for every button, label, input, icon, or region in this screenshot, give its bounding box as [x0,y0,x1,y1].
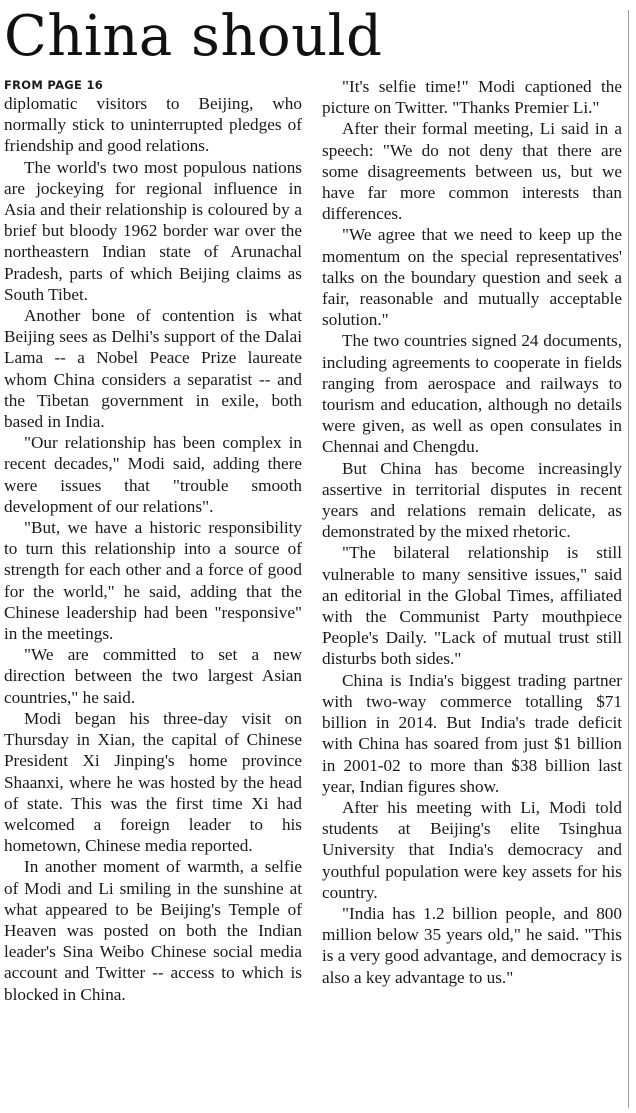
paragraph: In another moment of warmth, a selfie of Modi and Li smiling in the sunshine at what appeared to be Beijing's Temple of Heaven was posted on both the Indian leader's Sina Weibo Chinese social media account and Twitter -- access to which is blocked in China. [4,857,302,1004]
paragraph: But China has become increasingly assertive in territorial disputes in recent years and relations remain delicate, as demonstrated by the mixed rhetoric. [322,458,622,542]
paragraph: "India has 1.2 billion people, and 800 million below 35 years old," he said. "This is a very good advantage, and democracy is also a key advantage to us." [322,903,622,987]
article-column-2 [322,76,622,988]
paragraph: "Our relationship has been complex in recent decades," Modi said, adding there were issues that "trouble smooth development of our relations". [4,433,302,516]
headline: China should [4,4,383,69]
paragraph: Modi began his three-day visit on Thursday in Xian, the capital of Chinese President Xi Jinping's home province Shaanxi, where he was hosted by the head of state. This was the first time Xi had welcomed a foreign leader to his hometown, Chinese media reported. [4,708,302,856]
paragraph: "We are committed to set a new direction between the two largest Asian countries," he said. [4,645,302,707]
paragraph: "But, we have a historic responsibility to turn this relationship into a source of strength for each other and a force of good for the world," he said, adding that the Chinese leadership had been "responsive" in the meetings. [4,518,302,644]
dateline: FROM PAGE 16 [4,78,104,92]
paragraph: The world's two most populous nations are jockeying for regional influence in Asia and their relationship is coloured by a brief but bloody 1962 border war over the northeastern Indian state of Arunachal Pradesh, parts of which Beijing claims as South Tibet. [4,157,302,304]
paragraph: Another bone of contention is what Beijing sees as Delhi's support of the Dalai Lama -- a Nobel Peace Prize laureate whom China considers a separatist -- and the Tibetan government in exile, both based in India. [4,306,302,432]
paragraph: diplomatic visitors to Beijing, who normally stick to uninterrupted pledges of friendship and good relations. [4,94,302,156]
paragraph: "It's selfie time!" Modi captioned the picture on Twitter. "Thanks Premier Li." [322,77,622,118]
article-column-1 [4,78,302,1005]
paragraph: The two countries signed 24 documents, including agreements to cooperate in fields ranging from aerospace and railways to tourism and education, although no details were given, as well as open consulates in Chennai and Chengdu. [322,331,622,457]
paragraph: "We agree that we need to keep up the momentum on the special representatives' talks on the boundary question and seek a fair, reasonable and mutually acceptable solution." [322,225,622,330]
paragraph: "The bilateral relationship is still vulnerable to many sensitive issues," said an editorial in the Global Times, affiliated with the Communist Party mouthpiece People's Daily. "Lack of mutual trust still disturbs both sides." [322,543,622,669]
column-rule [628,10,629,1108]
paragraph: China is India's biggest trading partner with two-way commerce totalling $71 billion in 2014. But India's trade deficit with China has soared from just $1 billion in 2001-02 to more than $38 billion last year, Indian figures show. [322,670,622,796]
paragraph: After their formal meeting, Li said in a speech: "We do not deny that there are some disagreements between us, but we have far more common interests than differences. [322,119,622,224]
paragraph: After his meeting with Li, Modi told students at Beijing's elite Tsinghua University that India's democracy and youthful population were key assets for his country. [322,797,622,902]
